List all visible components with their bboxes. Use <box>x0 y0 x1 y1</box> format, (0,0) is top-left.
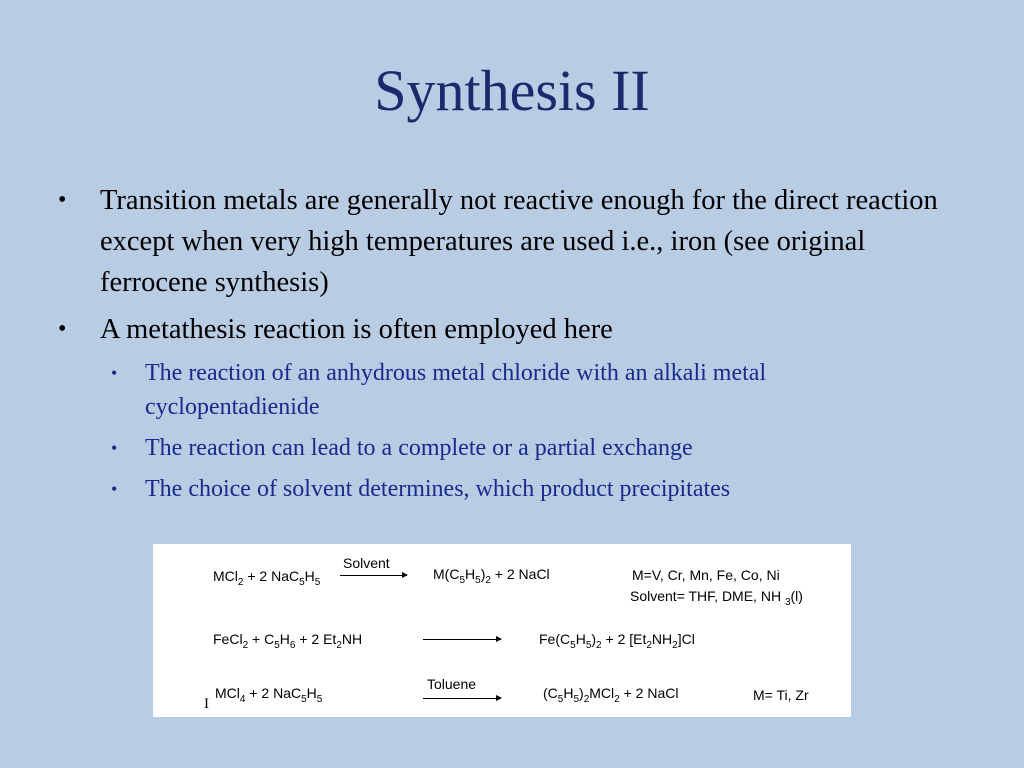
sub-bullet-text: The choice of solvent determines, which product precipitates <box>145 476 731 502</box>
reaction-2-reactants: FeCl$_2$ + $C_5H_6 + 2$ $Et_2NH$ <box>213 631 363 651</box>
reaction-1-products: $M(C_5H_5)_2 + 2$ NaCl <box>433 566 550 586</box>
slide-title: Synthesis II <box>374 58 650 123</box>
reaction-2-arrow-icon <box>423 639 501 640</box>
bullet-list <box>58 180 958 513</box>
bullet-dot-icon: • <box>111 363 118 383</box>
reaction-scheme-panel <box>153 544 851 717</box>
bullet-item <box>58 309 958 350</box>
reaction-3-metals: M= Ti, Zr <box>753 687 809 703</box>
reaction-2-products: $Fe(C_5H_5)_2 + 2$ $[Et_2NH_2]Cl$ <box>539 631 695 651</box>
reaction-1-arrow-icon <box>340 575 407 576</box>
reaction-3-arrow-label: Toluene <box>427 676 477 692</box>
reaction-3-marker: I <box>204 696 209 712</box>
bullet-dot-icon: • <box>111 438 118 458</box>
reaction-1-reactants: MCl$_2$ + 2 $NaC_5H_5$ <box>213 568 321 588</box>
reaction-1-solvents: Solvent= THF, DME, NH $_3$(l) <box>630 588 803 608</box>
sub-bullet-text: The reaction of an anhydrous metal chloride with an alkali metal cyclopentadienide <box>145 360 767 420</box>
sub-bullet-item <box>106 356 905 424</box>
reaction-3-arrow-icon <box>423 698 501 699</box>
bullet-dot-icon: • <box>111 479 118 499</box>
bullet-text: Transition metals are generally not reactive enough for the direct reaction except when very high temperatures are used i.e., iron (see original ferrocene synthesis) <box>100 185 938 298</box>
bullet-dot-icon: • <box>58 316 67 342</box>
bullet-dot-icon: • <box>58 187 67 213</box>
reaction-3-reactants: MCl$_4$ + 2 $NaC_5H_5$ <box>215 685 323 705</box>
reaction-1-arrow-label: Solvent <box>343 555 390 571</box>
bullet-item <box>58 180 958 303</box>
sub-bullet-item <box>106 431 905 465</box>
sub-bullet-item <box>106 472 905 506</box>
sub-bullet-text: The reaction can lead to a complete or a partial exchange <box>145 435 693 461</box>
reaction-3-products: $(C_5H_5)_2MCl_2 + 2$ NaCl <box>543 685 679 705</box>
bullet-text: A metathesis reaction is often employed here <box>100 314 613 345</box>
reaction-1-metals: M=V, Cr, Mn, Fe, Co, Ni <box>632 567 780 583</box>
